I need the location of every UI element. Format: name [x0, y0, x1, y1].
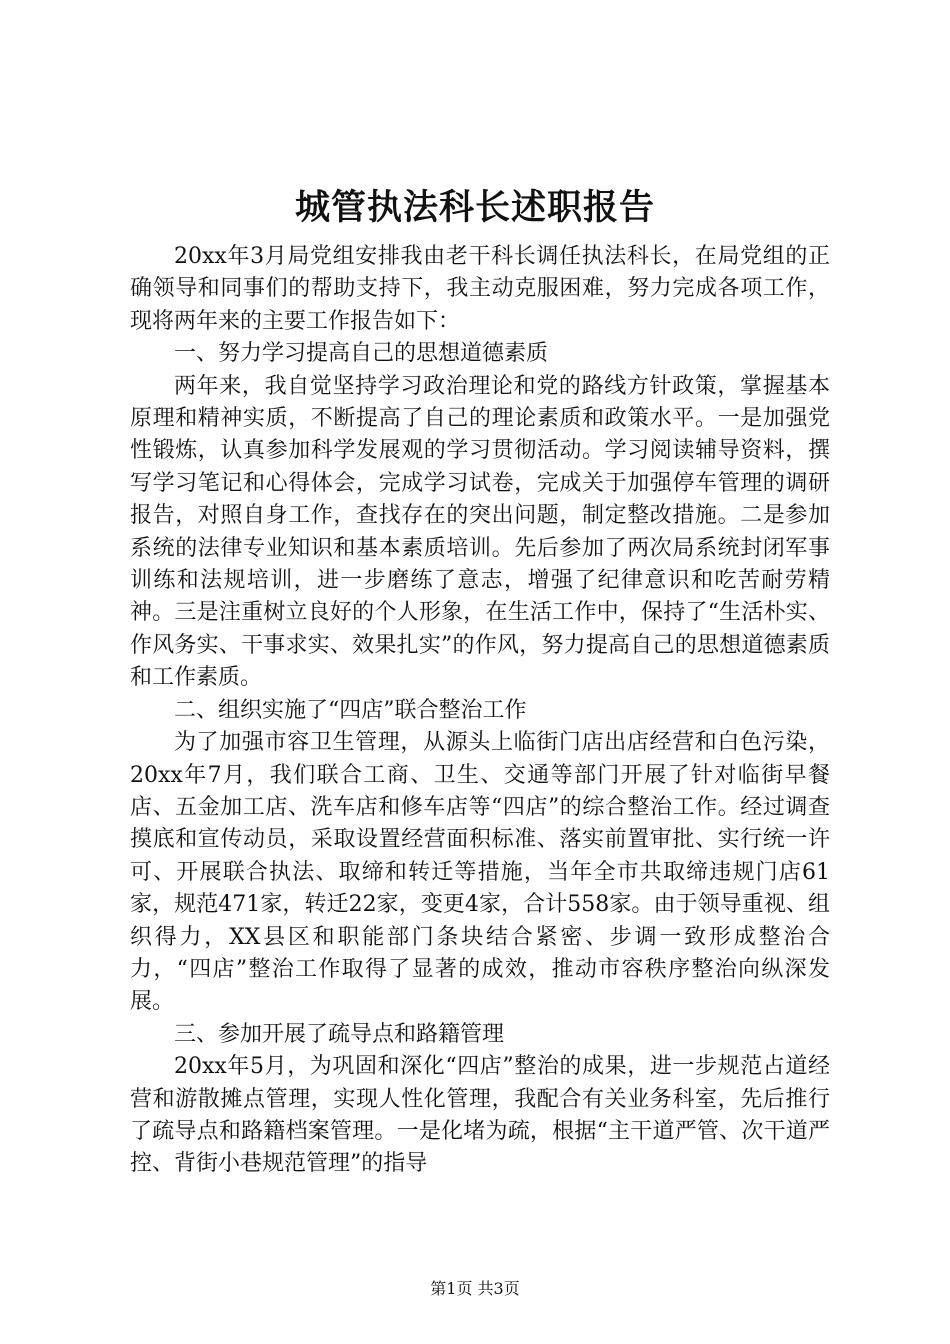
section-heading-2: 二、组织实施了“四店”联合整治工作 — [174, 697, 527, 723]
section-heading-1: 一、努力学习提高自己的思想道德素质 — [174, 341, 549, 367]
document-body — [130, 241, 830, 1181]
page-number-footer: 第1页 共3页 — [430, 1279, 520, 1298]
section-1-paragraph: 两年来，我自觉坚持学习政治理论和党的路线方针政策，掌握基本原理和精神实质，不断提高了自己的理论素质和政策水平。一是加强党性锻炼，认真参加科学发展观的学习贯彻活动。学习阅读辅导资料，撰写学习笔记和心得体会，完成学习试卷，完成关于加强停车管理的调研报告，对照自身工作，查找存在的突出问题，制定整改措施。二是参加系统的法律专业知识和基本素质培训。先后参加了两次局系统封闭军事训练和法规培训，进一步磨练了意志，增强了纪律意识和吃苦耐劳精神。三是注重树立良好的个人形象，在生活工作中，保持了“生活朴实、作风务实、干事求实、效果扎实”的作风，努力提高自己的思想道德素质和工作素质。 — [130, 373, 830, 691]
document-title: 城管执法科长述职报告 — [294, 187, 655, 228]
section-2-paragraph: 为了加强市容卫生管理，从源头上临街门店出店经营和白色污染，20xx年7月，我们联合工商、卫生、交通等部门开展了针对临街早餐店、五金加工店、洗车店和修车店等“四店”的综合整治工作。经过调查摸底和宣传动员，采取设置经营面积标准、落实前置审批、实行统一许可、开展联合执法、取缔和转迁等措施，当年全市共取缔违规门店61家，规范471家，转迁22家，变更4家，合计558家。由于领导重视、组织得力，XX县区和职能部门条块结合紧密、步调一致形成整治合力，“四店”整治工作取得了显著的成效，推动市容秩序整治向纵深发展。 — [130, 730, 830, 1015]
intro-paragraph: 20xx年3月局党组安排我由老干科长调任执法科长，在局党组的正确领导和同事们的帮助支持下，我主动克服困难，努力完成各项工作，现将两年来的主要工作报告如下： — [130, 244, 830, 334]
section-heading-3: 三、参加开展了疏导点和路籍管理 — [174, 1021, 505, 1047]
section-3-paragraph: 20xx年5月，为巩固和深化“四店”整治的成果，进一步规范占道经营和游散摊点管理，实现人性化管理，我配合有关业务科室，先后推行了疏导点和路籍档案管理。一是化堵为疏，根据“主干道严管、次干道严控、背街小巷规范管理”的指导 — [130, 1054, 830, 1177]
